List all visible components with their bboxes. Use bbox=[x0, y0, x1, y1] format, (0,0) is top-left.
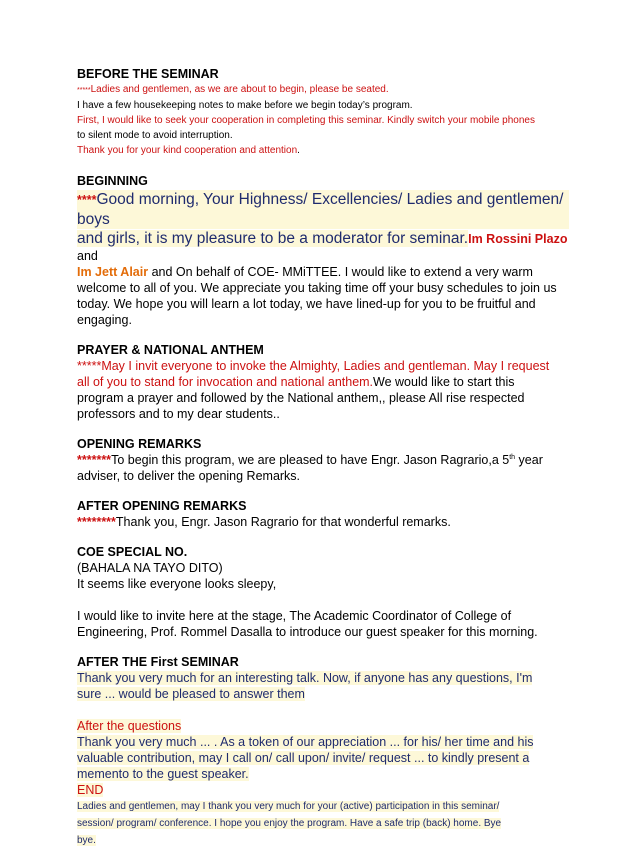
after-first-line-5: memento to the guest speaker. bbox=[77, 767, 249, 781]
after-first-line-4: valuable contribution, may I call on/ call upon/ invite/ request ... to kindly present a bbox=[77, 751, 530, 765]
prayer-line-2: all of you to stand for invocation and national anthem.We would like to start this bbox=[77, 375, 515, 389]
heading-opening-remarks: OPENING REMARKS bbox=[77, 437, 202, 451]
end-label: END bbox=[77, 783, 104, 797]
heading-prayer: PRAYER & NATIONAL ANTHEM bbox=[77, 343, 264, 357]
prayer-line-3: program a prayer and followed by the National anthem,, please All rise respected bbox=[77, 391, 525, 405]
after-first-line-3: Thank you very much ... . As a token of our appreciation ... for his/ her time and his bbox=[77, 735, 534, 749]
heading-coe-special: COE SPECIAL NO. bbox=[77, 545, 188, 559]
prayer-line-1: *****May I invit everyone to invoke the Almighty, Ladies and gentleman. May I request bbox=[77, 359, 550, 373]
moderator-name-2: Im Jett Alair bbox=[77, 265, 149, 279]
before-line-3a: First, I would like to seek your cooperation in completing this seminar. Kindly switch your mobile phones bbox=[77, 115, 535, 126]
before-line-2: I have a few housekeeping notes to make before we begin today’s program. bbox=[77, 100, 413, 111]
after-opening-line-1: ********Thank you, Engr. Jason Ragrario for that wonderful remarks. bbox=[77, 515, 451, 529]
beginning-line-1: ****Good morning, Your Highness/ Excellencies/ Ladies and gentlemen/ boys bbox=[77, 190, 569, 229]
opening-line-2: adviser, to deliver the opening Remarks. bbox=[77, 469, 301, 483]
moderator-name-1: Im Rossini Plazo bbox=[468, 232, 568, 246]
before-line-1: *****Ladies and gentlemen, as we are about to begin, please be seated. bbox=[77, 84, 389, 95]
beginning-line-5: today. We hope you will learn a lot today, we have lined-up for you to be fruitful and bbox=[77, 297, 536, 311]
heading-beginning: BEGINNING bbox=[77, 174, 148, 188]
after-first-line-1: Thank you very much for an interesting talk. Now, if anyone has any questions, I'm bbox=[77, 671, 533, 685]
coe-line-2: It seems like everyone looks sleepy, bbox=[77, 577, 277, 591]
after-first-line-6: Ladies and gentlemen, may I thank you very much for your (active) participation in this seminar/ bbox=[77, 801, 500, 812]
section-beginning bbox=[77, 173, 569, 328]
opening-line-1: *******To begin this program, we are pleased to have Engr. Jason Ragrario,a 5th year bbox=[77, 453, 543, 467]
coe-line-1: (BAHALA NA TAYO DITO) bbox=[77, 561, 223, 575]
section-after-opening bbox=[77, 498, 569, 530]
coe-line-3: I would like to invite here at the stage, The Academic Coordinator of College of bbox=[77, 609, 512, 623]
after-first-line-8: bye. bbox=[77, 835, 96, 846]
beginning-line-4: welcome to all of you. We appreciate you taking time off your busy schedules to join us bbox=[77, 281, 557, 295]
beginning-line-6: engaging. bbox=[77, 313, 132, 327]
heading-before-seminar: BEFORE THE SEMINAR bbox=[77, 67, 219, 81]
before-line-4: Thank you for your kind cooperation and attention. bbox=[77, 145, 300, 156]
stars: ***** bbox=[77, 87, 91, 94]
section-opening-remarks bbox=[77, 436, 569, 484]
section-coe-special bbox=[77, 544, 569, 640]
heading-after-first-seminar: AFTER THE First SEMINAR bbox=[77, 655, 239, 669]
section-prayer bbox=[77, 342, 569, 422]
after-first-line-2: sure ... would be pleased to answer them bbox=[77, 687, 305, 701]
beginning-line-2: and girls, it is my pleasure to be a moderator for seminar.Im Rossini Plazo and bbox=[77, 230, 568, 263]
after-first-line-7: session/ program/ conference. I hope you enjoy the program. Have a safe trip (back) home. Bye bbox=[77, 818, 502, 829]
beginning-line-3: Im Jett Alair and On behalf of COE- MMiTTEE. I would like to extend a very warm bbox=[77, 265, 533, 279]
before-line-3b: to silent mode to avoid interruption. bbox=[77, 130, 233, 141]
document-page bbox=[77, 66, 569, 849]
section-after-first-seminar bbox=[77, 654, 569, 849]
heading-after-opening: AFTER OPENING REMARKS bbox=[77, 499, 247, 513]
after-questions-label: After the questions bbox=[77, 719, 182, 733]
coe-line-4: Engineering, Prof. Rommel Dasalla to introduce our guest speaker for this morning. bbox=[77, 625, 538, 639]
section-before-seminar bbox=[77, 66, 569, 158]
prayer-line-4: professors and to my dear students.. bbox=[77, 407, 280, 421]
